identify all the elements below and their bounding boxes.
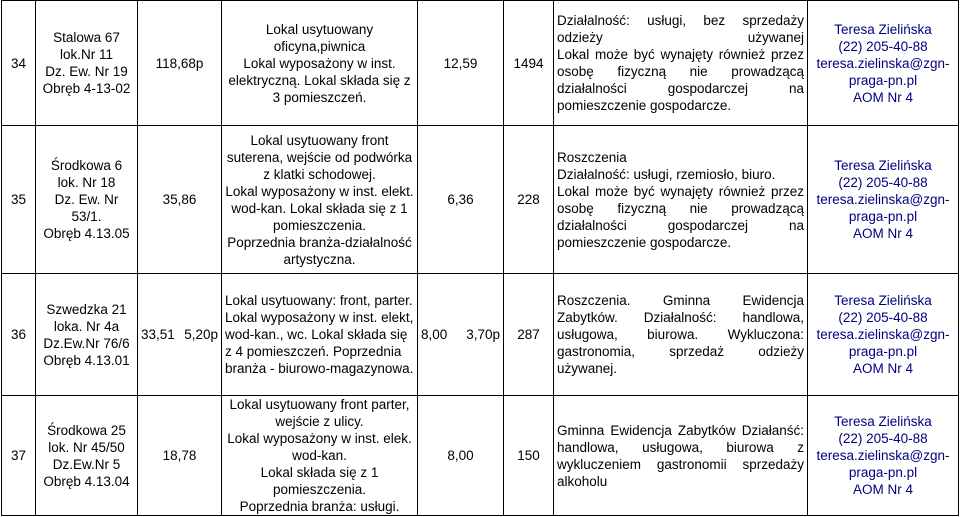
contact-phone: (22) 205-40-88 — [838, 431, 928, 446]
contact-phone: (22) 205-40-88 — [838, 310, 928, 325]
contact-office: AOM Nr 4 — [852, 89, 913, 105]
table-row — [2, 1, 959, 126]
area-cell: 33,51 5,20p — [138, 274, 222, 396]
contact-email[interactable]: teresa.zielinska@zgn- — [816, 327, 950, 342]
premises-table — [1, 0, 959, 516]
contact-office: AOM Nr 4 — [852, 226, 913, 241]
description-cell: Lokal usytuowany: front, parter. Lokal wyposażony w inst. elekt, wod-kan., wc. Lokal składa się z 4 pomieszczeń. Poprzednia branża - biurowo-magazynowa. — [222, 274, 418, 396]
contact-cell — [808, 396, 959, 516]
table-row — [2, 396, 959, 516]
contact-name: Teresa Zielińska — [834, 21, 932, 37]
row-number: 35 — [2, 126, 36, 274]
price-cell: 287 — [504, 274, 554, 396]
row-number: 36 — [2, 274, 36, 396]
contact-cell — [808, 126, 959, 274]
notes-cell: Roszczenia. Gminna Ewidencja Zabytków. Działalność: handlowa, usługowa, biurowa. Wykluczona: gastronomia, sprzedaż odzieży używanej. — [554, 274, 808, 396]
contact-office: AOM Nr 4 — [852, 482, 913, 497]
contact-name: Teresa Zielińska — [834, 293, 932, 308]
contact-cell — [808, 274, 959, 396]
contact-email[interactable]: teresa.zielinska@zgn- — [816, 448, 950, 463]
description-cell: Lokal usytuowany front parter, wejście z ulicy. Lokal wyposażony w inst. elek. wod-kan. Lokal składa się z 1 pomieszczenia. Poprzednia branża: usługi. — [222, 396, 418, 516]
price-cell: 1494 — [504, 1, 554, 126]
contact-name: Teresa Zielińska — [834, 158, 932, 173]
row-number: 37 — [2, 396, 36, 516]
rate-cell: 6,36 — [418, 126, 504, 274]
table-row — [2, 126, 959, 274]
address-cell: Środkowa 25 lok. Nr 45/50 Dz.Ew.Nr 5 Obręb 4.13.04 — [36, 396, 138, 516]
address-cell: Szwedzka 21 loka. Nr 4a Dz.Ew.Nr 76/6 Obręb 4.13.01 — [36, 274, 138, 396]
contact-email[interactable]: praga-pn.pl — [848, 72, 918, 88]
contact-office: AOM Nr 4 — [852, 361, 913, 376]
area-cell: 18,78 — [138, 396, 222, 516]
table-row — [2, 274, 959, 396]
notes-cell: Gminna Ewidencja Zabytków Działanść: handlowa, usługowa, biurowa z wykluczeniem gastronomii sprzedaży alkoholu — [554, 396, 808, 516]
contact-email[interactable]: praga-pn.pl — [848, 209, 918, 224]
notes-cell: Działalność: usługi, bez sprzedaży odzieży używanej Lokal może być wynajęty również przez osobę fizyczną nie prowadzącą działalności gospodarczej na pomieszczenie gospodarcze. — [554, 1, 808, 126]
rate-cell: 8,00 3,70p — [418, 274, 504, 396]
contact-cell — [808, 1, 959, 126]
rate-cell: 12,59 — [418, 1, 504, 126]
area-cell: 118,68p — [138, 1, 222, 126]
contact-email[interactable]: praga-pn.pl — [848, 465, 918, 480]
row-number: 34 — [2, 1, 36, 126]
description-cell: Lokal usytuowany oficyna,piwnica Lokal wyposażony w inst. elektryczną. Lokal składa się z 3 pomieszczeń. — [222, 1, 418, 126]
notes-cell: Roszczenia Działalność: usługi, rzemiosło, biuro. Lokal może być wynajęty również przez osobę fizyczną nie prowadzącą działalności gospodarczej na pomieszczenie gospodarcze. — [554, 126, 808, 274]
description-cell: Lokal usytuowany front suterena, wejście od podwórka z klatki schodowej. Lokal wyposażony w inst. elekt. wod-kan. Lokal składa się z 1 pomieszczenia. Poprzednia branża-działalność artystyczna. — [222, 126, 418, 274]
price-cell: 228 — [504, 126, 554, 274]
area-cell: 35,86 — [138, 126, 222, 274]
rate-cell: 8,00 — [418, 396, 504, 516]
contact-email[interactable]: teresa.zielinska@zgn- — [816, 192, 950, 207]
contact-email[interactable]: teresa.zielinska@zgn- — [816, 55, 950, 71]
contact-phone: (22) 205-40-88 — [838, 175, 928, 190]
contact-email[interactable]: praga-pn.pl — [848, 344, 918, 359]
address-cell: Środkowa 6 lok. Nr 18 Dz. Ew. Nr 53/1. Obręb 4.13.05 — [36, 126, 138, 274]
address-cell: Stalowa 67 lok.Nr 11 Dz. Ew. Nr 19 Obręb 4-13-02 — [36, 1, 138, 126]
contact-phone: (22) 205-40-88 — [838, 38, 928, 54]
contact-name: Teresa Zielińska — [834, 414, 932, 429]
price-cell: 150 — [504, 396, 554, 516]
